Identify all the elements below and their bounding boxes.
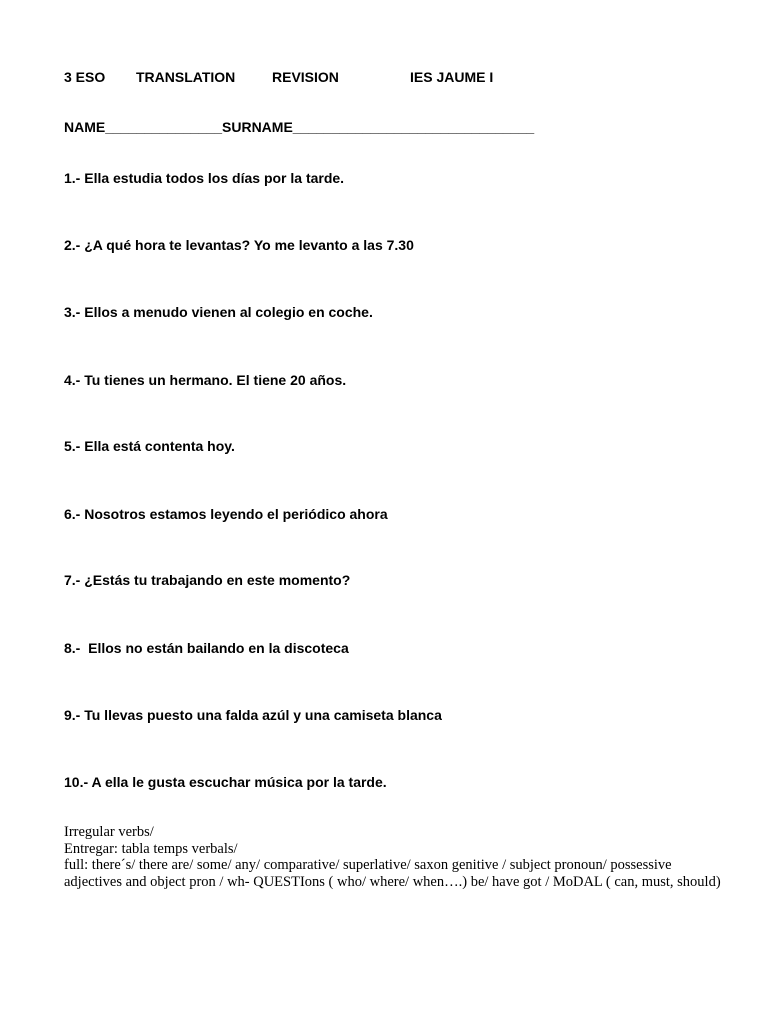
name-surname-line: NAME_______________SURNAME_______________________________ [64, 119, 535, 135]
question-6: 6.- Nosotros estamos leyendo el periódico ahora [64, 506, 388, 522]
course-label: 3 ESO [64, 69, 106, 85]
notes-line-irregular-verbs: Irregular verbs/ [64, 824, 154, 840]
question-5: 5.- Ella está contenta hoy. [64, 438, 235, 454]
question-8: 8.- Ellos no están bailando en la discoteca [64, 640, 349, 656]
notes-line-entregar: Entregar: tabla temps verbals/ [64, 840, 238, 857]
question-7: 7.- ¿Estás tu trabajando en este momento? [64, 572, 351, 588]
question-1: 1.- Ella estudia todos los días por la tarde. [64, 170, 345, 186]
question-4: 4.- Tu tienes un hermano. El tiene 20 años. [64, 372, 347, 388]
notes-line-topics: full: there´s/ there are/ some/ any/ comparative/ superlative/ saxon genitive / subject pronoun/ possessive adjectives and object pron / wh- QUESTIons ( who/ where/ when….) be/ have got / MoDAL ( can, must, should) [64, 857, 721, 890]
question-9: 9.- Tu llevas puesto una falda azúl y una camiseta blanca [64, 707, 442, 723]
subject-label: TRANSLATION [136, 69, 236, 85]
type-label: REVISION [272, 69, 339, 85]
question-10: 10.- A ella le gusta escuchar música por la tarde. [64, 774, 387, 790]
homework-notes [64, 824, 724, 890]
question-2: 2.- ¿A qué hora te levantas? Yo me levanto a las 7.30 [64, 237, 414, 253]
school-label: IES JAUME I [410, 69, 494, 85]
question-3: 3.- Ellos a menudo vienen al colegio en coche. [64, 304, 373, 320]
